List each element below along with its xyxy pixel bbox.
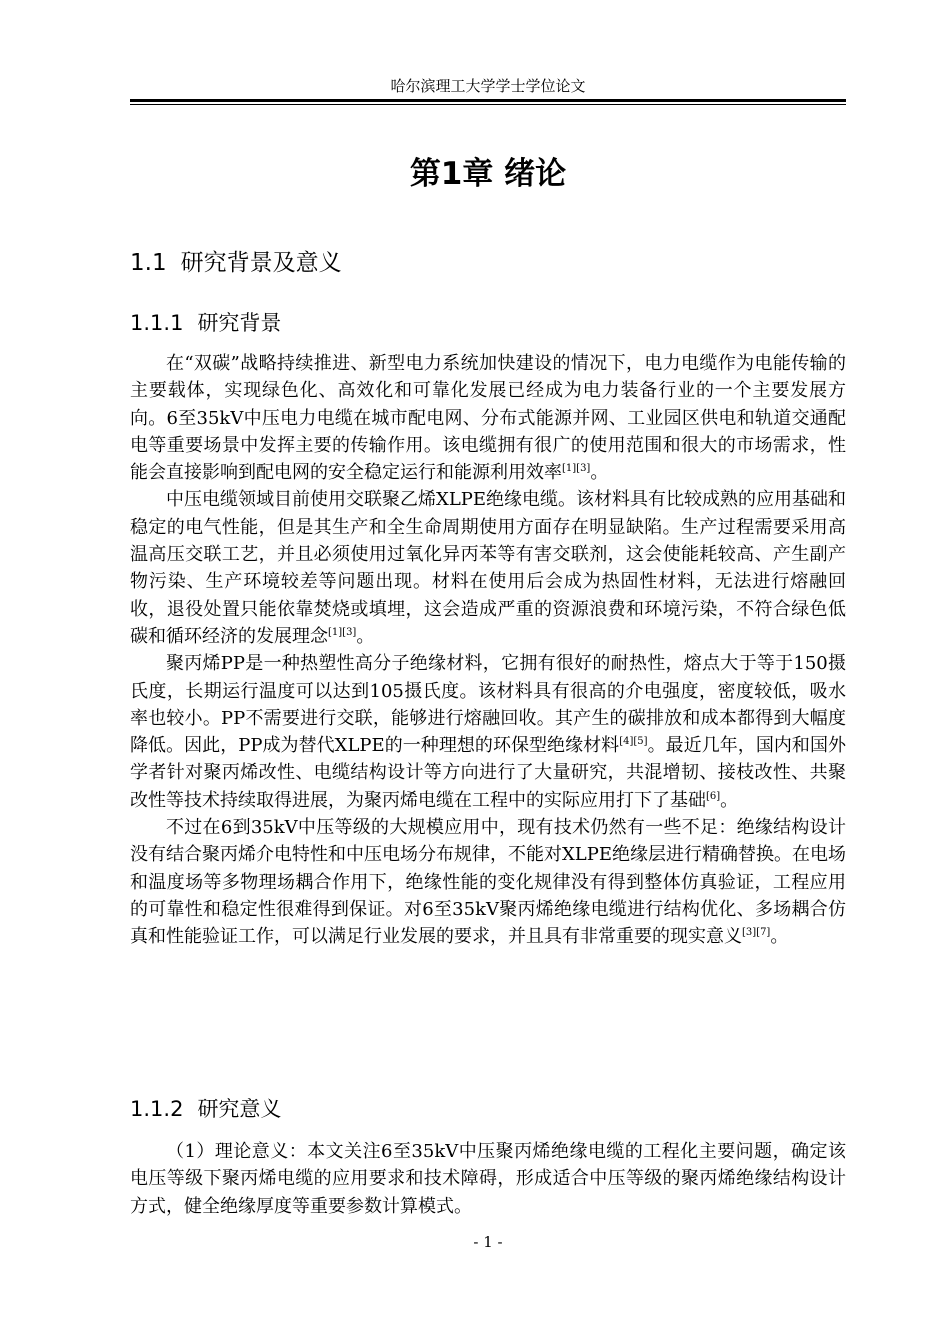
subsection-heading-2 — [130, 1092, 281, 1126]
citation: [1][3] — [562, 463, 591, 475]
significance-body — [130, 1138, 846, 1220]
paragraph: 聚丙烯PP是一种热塑性高分子绝缘材料，它拥有很好的耐热性，熔点大于等于150摄氏度，长期运行温度可以达到105摄氏度。该材料具有很高的介电强度，密度较低，吸水率也较小。PP不需要进行交联，能够进行熔融回收。其产生的碳排放和成本都得到大幅度降低。因此，PP成为替代XLPE的一种理想的环保型绝缘材料[4][5]。最近几年，国内和国外学者针对聚丙烯改性、电缆结构设计等方向进行了大量研究，共混增韧、接枝改性、共聚改性等技术持续取得进展，为聚丙烯电缆在工程中的实际应用打下了基础[6]。 — [130, 653, 846, 811]
paragraph: （1）理论意义：本文关注6至35kV中压聚丙烯绝缘电缆的工程化主要问题，确定该电压等级下聚丙烯电缆的应用要求和技术障碍，形成适合中压等级的聚丙烯绝缘结构设计方式，健全绝缘厚度等重要参数计算模式。 — [130, 1141, 846, 1217]
subsection-heading-1 — [130, 306, 281, 340]
paragraph: 在“双碳”战略持续推进、新型电力系统加快建设的情况下，电力电缆作为电能传输的主要载体，实现绿色化、高效化和可靠化发展已经成为电力装备行业的一个主要发展方向。6至35kV中压电力电缆在城市配电网、分布式能源并网、工业园区供电和轨道交通配电等重要场景中发挥主要的传输作用。该电缆拥有很广的使用范围和很大的市场需求，性能会直接影响到配电网的安全稳定运行和能源利用效率[1][3]。 — [130, 353, 846, 484]
paragraph: 中压电缆领域目前使用交联聚乙烯XLPE绝缘电缆。该材料具有比较成熟的应用基础和稳定的电气性能，但是其生产和全生命周期使用方面存在明显缺陷。生产过程需要采用高温高压交联工艺，并且必须使用过氧化异丙苯等有害交联剂，这会使能耗较高、产生副产物污染、生产环境较差等问题出现。材料在使用后会成为热固性材料，无法进行熔融回收，退役处置只能依靠焚烧或填埋，这会造成严重的资源浪费和环境污染，不符合绿色低碳和循环经济的发展理念[1][3]。 — [130, 489, 847, 647]
citation: [1][3] — [328, 626, 357, 638]
subsection-number: 1.1.1 — [130, 311, 184, 335]
subsection-title: 研究意义 — [197, 1097, 282, 1121]
citation: [6] — [706, 790, 721, 802]
running-header: 哈尔滨理工大学学士学位论文 — [390, 77, 586, 95]
section-heading — [130, 245, 342, 281]
citation: [4][5] — [619, 736, 648, 748]
header-rule — [130, 99, 846, 102]
subsection-number: 1.1.2 — [130, 1097, 184, 1121]
subsection-title: 研究背景 — [197, 311, 282, 335]
page-number: - 1 - — [473, 1233, 503, 1251]
background-body — [130, 350, 846, 951]
section-number: 1.1 — [130, 250, 167, 276]
chapter-title: 第1章 绪论 — [409, 156, 567, 192]
section-title: 研究背景及意义 — [180, 250, 342, 276]
header-rule-thin — [130, 104, 846, 105]
paragraph: 不过在6到35kV中压等级的大规模应用中，现有技术仍然有一些不足：绝缘结构设计没有结合聚丙烯介电特性和中压电场分布规律，不能对XLPE绝缘层进行精确替换。在电场和温度场等多物理场耦合作用下，绝缘性能的变化规律没有得到整体仿真验证，工程应用的可靠性和稳定性很难得到保证。对6至35kV聚丙烯绝缘电缆进行结构优化、多场耦合仿真和性能验证工作，可以满足行业发展的要求，并且具有非常重要的现实意义[3][7]。 — [130, 817, 847, 948]
citation: [3][7] — [742, 927, 771, 939]
